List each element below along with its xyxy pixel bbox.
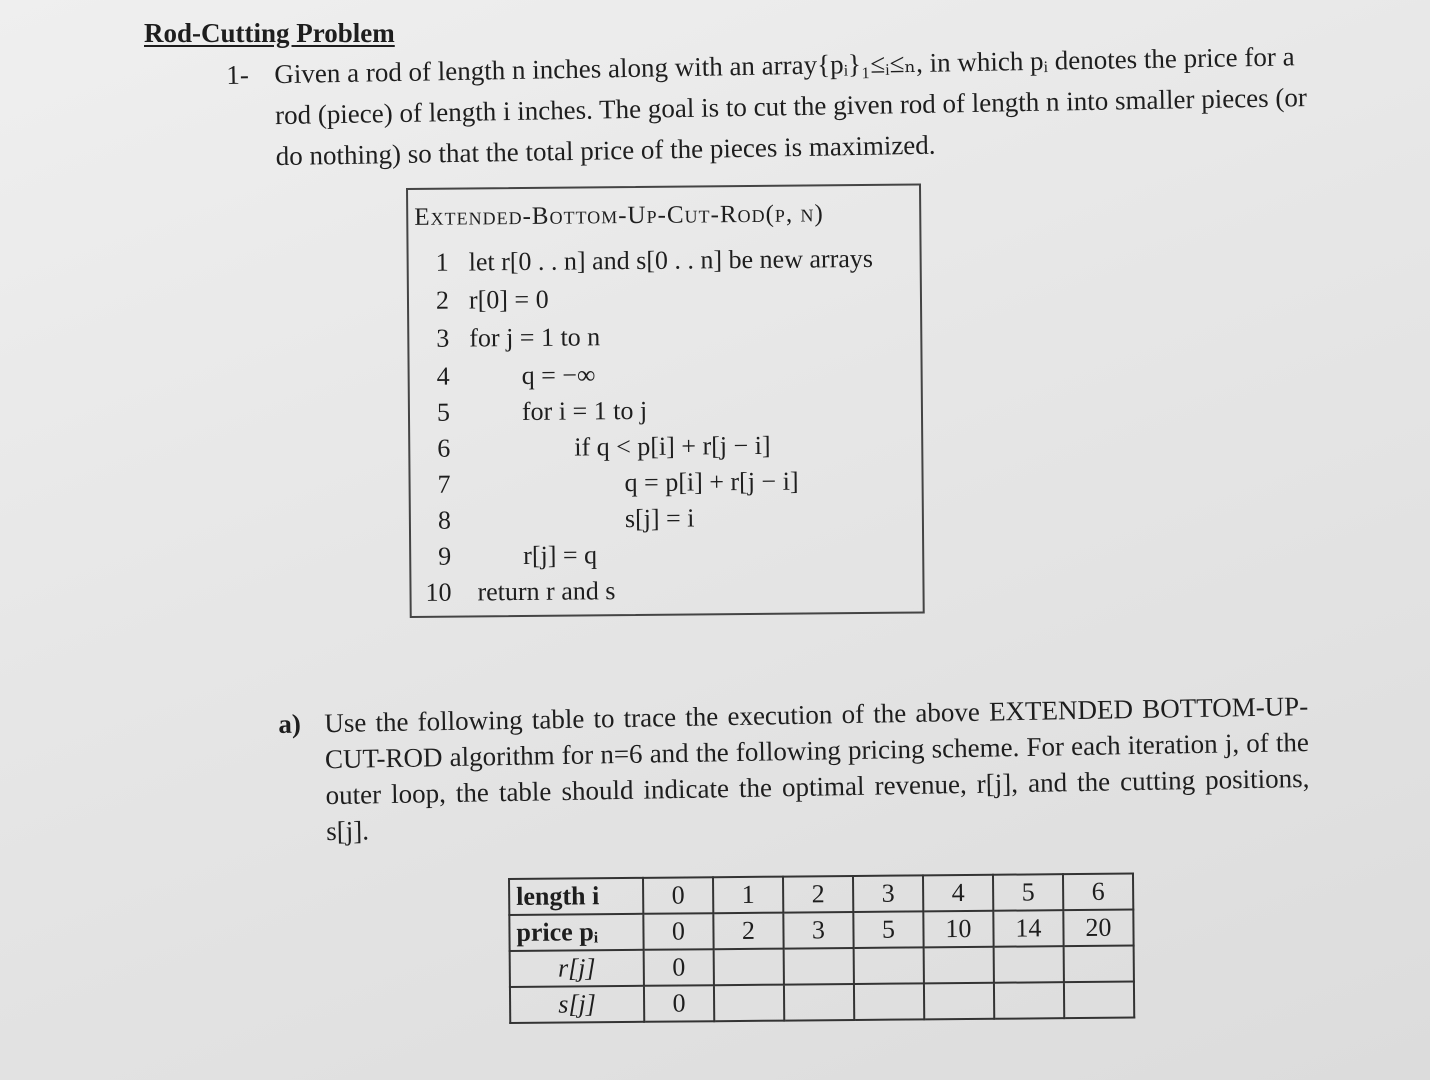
pricing-table	[508, 873, 1135, 1024]
line-number: 5	[436, 397, 451, 427]
line-code: for j = 1 to n	[469, 322, 601, 353]
table-cell: 5	[993, 874, 1063, 911]
table-cell[interactable]	[924, 983, 994, 1020]
line-code: s[j] = i	[624, 503, 695, 534]
table-row	[509, 874, 1133, 915]
table-row	[510, 946, 1134, 987]
table-cell[interactable]	[854, 947, 924, 984]
pseudocode-box	[406, 184, 925, 618]
question-a	[278, 688, 1310, 850]
table-cell[interactable]	[994, 982, 1064, 1019]
line-number: 7	[437, 469, 451, 499]
table-cell[interactable]: 0	[644, 949, 714, 986]
table-cell: 6	[1063, 874, 1133, 911]
line-number: 4	[436, 361, 450, 391]
table-cell: 10	[923, 911, 993, 948]
line-number: 3	[436, 323, 450, 353]
problem-text: Given a rod of length n inches along with an array{pᵢ}₁≤ᵢ≤ₙ, in which pᵢ denotes the price for a rod (piece) of length i inches. The goal is to cut the given rod of length n into smaller pieces (or do nothing) so that the total price of the pieces is maximized.	[274, 41, 1308, 172]
row-label: r[j]	[510, 950, 644, 987]
line-code: return r and s	[477, 576, 616, 607]
table-cell: 3	[853, 875, 923, 912]
table-cell[interactable]: 0	[644, 985, 714, 1022]
question-label: a)	[278, 708, 302, 739]
line-code: for i = 1 to j	[521, 395, 648, 426]
page-title: Rod-Cutting Problem	[144, 18, 395, 48]
table-row	[510, 982, 1134, 1023]
table-cell[interactable]	[784, 984, 854, 1021]
row-label: length i	[509, 878, 643, 915]
problem-statement	[226, 36, 1308, 178]
table-cell: 1	[713, 877, 783, 914]
line-number: 10	[425, 577, 452, 607]
question-text: Use the following table to trace the execution of the above EXTENDED BOTTOM-UP-CUT-ROD algorithm for n=6 and the following pricing scheme. For each iteration j, of the outer loop, the table should indicate the optimal revenue, r[j], and the cutting positions, s[j].	[324, 691, 1310, 847]
table-row	[509, 910, 1133, 951]
table-cell[interactable]	[784, 948, 854, 985]
table-cell[interactable]	[714, 985, 784, 1022]
table-cell[interactable]	[1064, 946, 1134, 983]
table-cell: 5	[853, 911, 923, 948]
table-cell: 0	[643, 877, 713, 914]
line-code: let r[0 . . n] and s[0 . . n] be new arrays	[468, 243, 874, 277]
line-number: 6	[437, 433, 451, 463]
line-number: 1	[435, 247, 449, 277]
row-label: price pᵢ	[509, 914, 643, 951]
line-number: 8	[437, 505, 452, 535]
line-code: if q < p[i] + r[j − i]	[574, 430, 771, 462]
table-cell[interactable]	[924, 947, 994, 984]
row-label: s[j]	[510, 986, 644, 1023]
table-cell: 3	[783, 912, 853, 949]
problem-number: 1-	[226, 59, 250, 90]
table-cell[interactable]	[714, 949, 784, 986]
line-number: 2	[435, 285, 450, 315]
line-code: q = −∞	[521, 360, 596, 390]
table-cell[interactable]	[994, 946, 1064, 983]
line-code: r[j] = q	[523, 540, 598, 570]
table-cell[interactable]	[854, 983, 924, 1020]
table-cell: 0	[643, 913, 713, 950]
line-code: r[0] = 0	[468, 284, 549, 315]
line-code: q = p[i] + r[j − i]	[624, 466, 799, 498]
line-number: 9	[438, 541, 452, 571]
table-cell: 4	[923, 875, 993, 912]
table-cell: 20	[1063, 910, 1133, 947]
table-cell: 14	[993, 910, 1063, 947]
algorithm-title: Extended-Bottom-Up-Cut-Rod(p, n)	[414, 200, 824, 231]
table-cell[interactable]	[1064, 982, 1134, 1019]
table-cell: 2	[783, 876, 853, 913]
table-cell: 2	[713, 913, 783, 950]
